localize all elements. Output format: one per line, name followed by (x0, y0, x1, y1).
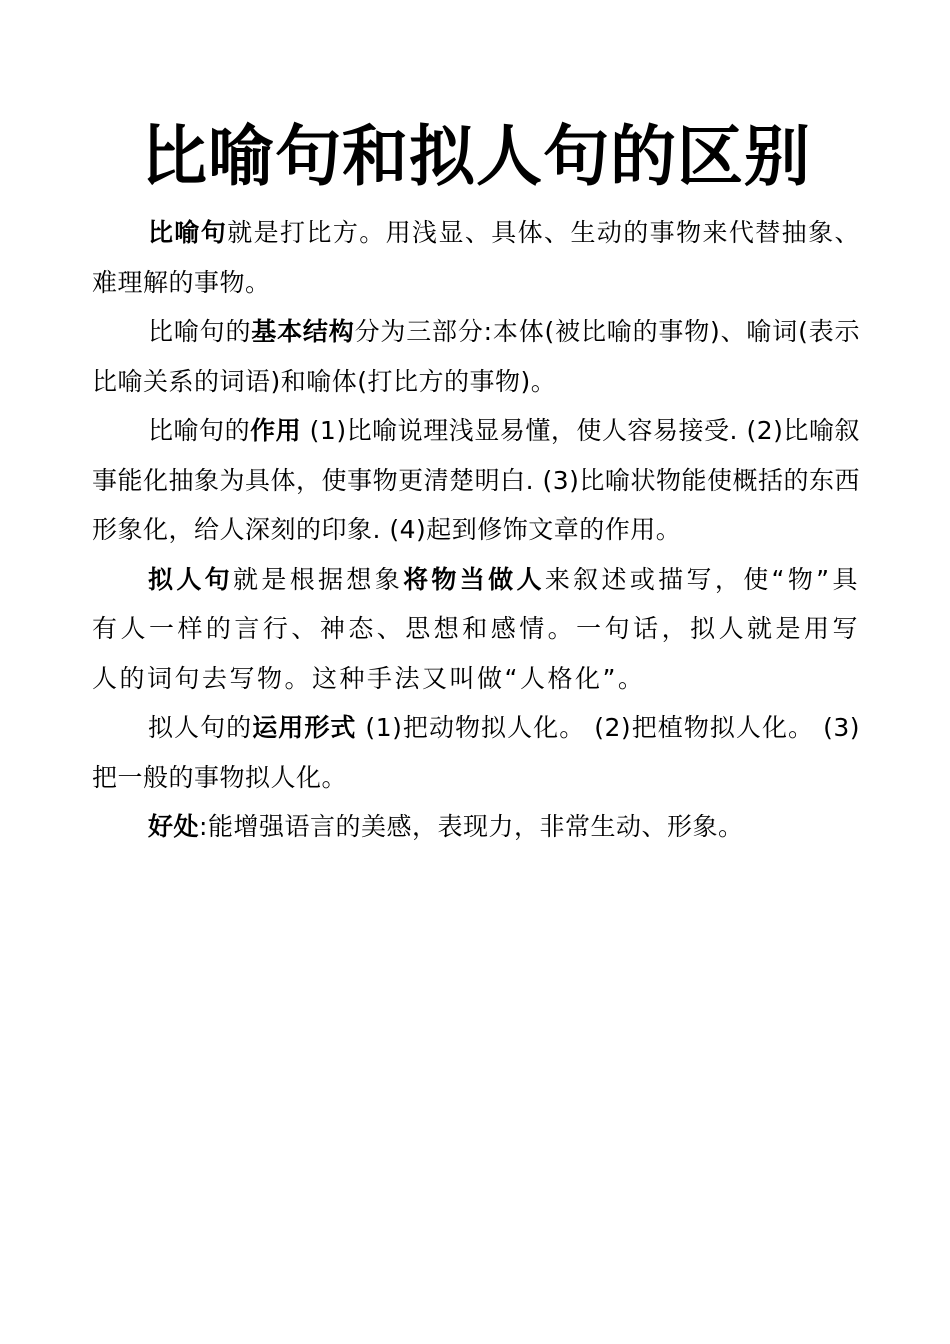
term-simile: 比喻句 (148, 218, 228, 247)
term-treat-object-as-person: 将物当做人 (403, 564, 545, 594)
paragraph-simile-function (92, 406, 860, 555)
paragraph-simile-definition (92, 208, 860, 307)
simile-function-text: (1)比喻说理浅显易懂，使人容易接受. (2)比喻叙事能化抽象为具体，使事物更清楚明白. (3)比喻状物能使概括的东西形象化，给人深刻的印象. (4)起到修饰文章的作用。 (92, 416, 860, 544)
personification-text-a: 就是根据想象 (233, 564, 404, 594)
term-usage-forms: 运用形式 (252, 713, 357, 742)
term-personification: 拟人句 (148, 564, 234, 594)
document-title: 比喻句和拟人句的区别 (141, 118, 811, 195)
personification-text-b: 来叙述或描写，使“物”具有人一样的言行、神态、思想和感情。一句话，拟人就是用写人的词句去写物。这种手法又叫做“人格化”。 (92, 564, 860, 693)
paragraph-personification-forms (92, 703, 860, 802)
personification-forms-lead: 拟人句的 (148, 713, 253, 742)
simile-function-lead: 比喻句的 (148, 416, 251, 445)
term-basic-structure: 基本结构 (251, 317, 355, 346)
term-function: 作用 (250, 416, 302, 445)
benefits-text: :能增强语言的美感，表现力，非常生动、形象。 (199, 812, 744, 841)
term-benefits: 好处 (148, 812, 200, 841)
simile-structure-lead: 比喻句的 (148, 317, 252, 346)
paragraph-simile-structure (92, 307, 860, 406)
simile-definition-text: 就是打比方。用浅显、具体、生动的事物来代替抽象、难理解的事物。 (92, 218, 860, 297)
paragraph-personification-definition (92, 555, 860, 704)
paragraph-benefits (92, 802, 860, 852)
personification-forms-text: (1)把动物拟人化。 (2)把植物拟人化。 (3)把一般的事物拟人化。 (92, 713, 860, 792)
document-page (92, 112, 860, 852)
simile-structure-text: 分为三部分:本体(被比喻的事物)、喻词(表示比喻关系的词语)和喻体(打比方的事物)。 (92, 317, 860, 396)
